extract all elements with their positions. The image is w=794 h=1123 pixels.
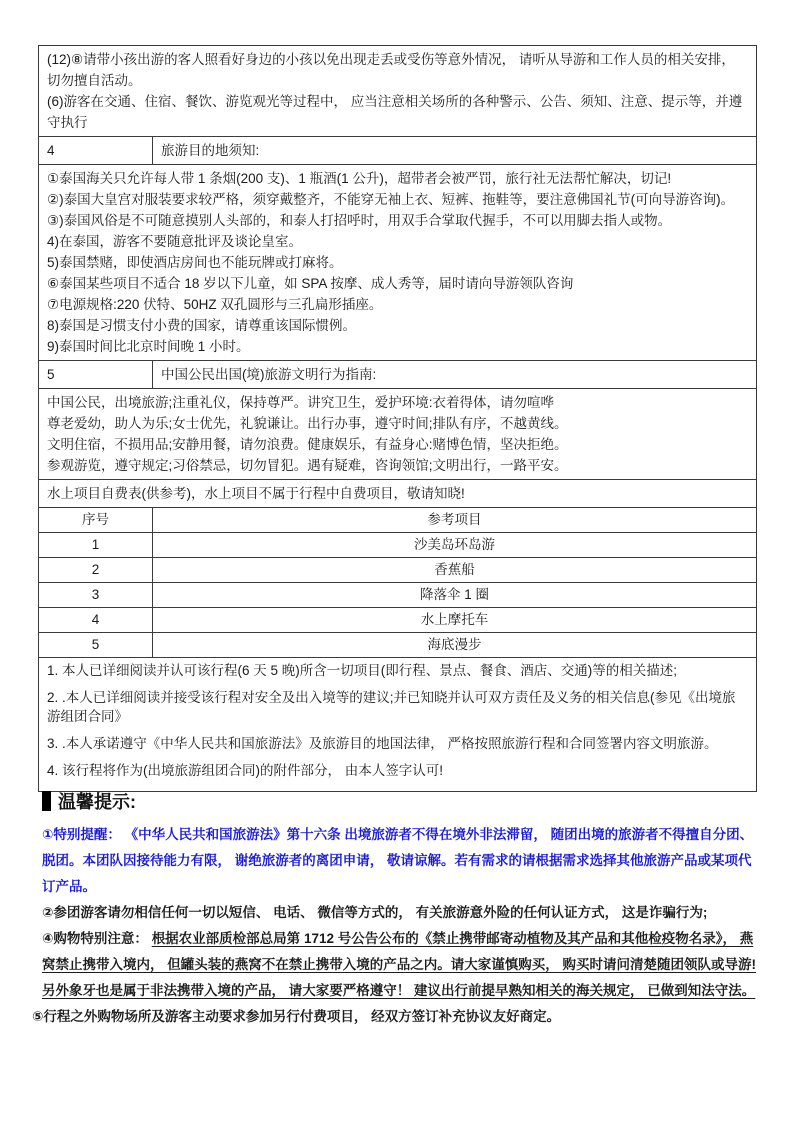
section5-header-row xyxy=(39,361,757,389)
destination-note: ③)泰国风俗是不可随意摸别人头部的，和泰人打招呼时，用双手合掌取代握手，不可以用脚去指人或物。 xyxy=(47,213,672,228)
destination-note: 9)泰国时间比北京时间晚 1 小时。 xyxy=(47,339,250,354)
note-children-supervision: (12)⑧请带小孩出游的客人照看好身边的小孩以免出现走丢或受伤等意外情况， 请听从导游和工作人员的相关安排，切勿擅自活动。 xyxy=(47,52,735,88)
tip-special-reminder: ①特别提醒： 《中华人民共和国旅游法》第十六条 出境旅游者不得在境外非法滞留， 随团出境的旅游者不得擅自分团、脱团。本团队因接待能力有限， 谢绝旅游者的离团申请， 敬请谅解。若有需求的请根据需求选择其他旅游产品或某项代订产品。 xyxy=(42,827,754,894)
water-row-item: 降落伞 1 圈 xyxy=(153,583,757,608)
tip-shopping-underlined: 根据农业部质检部总局第 1712 号公告公布的《禁止携带邮寄动植物及其产品和其他检疫物名录》， 燕窝禁止携带入境内， 但罐头装的燕窝不在禁止携带入境的产品之内。请大家谨慎购买， 购买时请问清楚随团领队或导游! 另外象牙也是属于非法携带入境的产品， 请大家要严格遵守！ 建议出行前提早熟知相关的海关规定， 已做到知法守法。 xyxy=(42,931,756,998)
destination-note: ②)泰国大皇宫对服装要求较严格，须穿戴整齐，不能穿无袖上衣、短裤、拖鞋等，要注意佛国礼节(可向导游咨询)。 xyxy=(47,192,735,207)
destination-note: ①泰国海关只允许每人带 1 条烟(200 支)、1 瓶酒(1 公升)，超带者会被严罚，旅行社无法帮忙解决，切记! xyxy=(47,171,672,186)
section4-title: 旅游目的地须知: xyxy=(153,137,757,165)
water-row-item: 沙美岛环岛游 xyxy=(153,533,757,558)
note-venue-warnings: (6)游客在交通、住宿、餐饮、游览观光等过程中， 应当注意相关场所的各种警示、公告、须知、注意、提示等，并遵守执行 xyxy=(47,94,743,130)
section4-header-row xyxy=(39,137,757,165)
acknowledgements-cell xyxy=(39,658,757,792)
water-row-item: 香蕉船 xyxy=(153,558,757,583)
water-row-index: 1 xyxy=(39,533,153,558)
acknowledgement-item: 4. 该行程将作为(出境旅游组团合同)的附件部分， 由本人签字认可! xyxy=(47,763,444,778)
water-table-row xyxy=(39,583,757,608)
acknowledgements-row xyxy=(39,658,757,792)
water-row-item: 水上摩托车 xyxy=(153,608,757,633)
section5-title: 中国公民出国(境)旅游文明行为指南: xyxy=(153,361,757,389)
tip-extra-paid-items: ⑤行程之外购物场所及游客主动要求参加另行付费项目， 经双方签订补充协议友好商定。 xyxy=(32,1009,561,1024)
acknowledgement-item: 3. .本人承诺遵守《中华人民共和国旅游法》及旅游目的地国法律， 严格按照旅游行程和合同签署内容文明旅游。 xyxy=(47,736,718,751)
water-row-index: 2 xyxy=(39,558,153,583)
civility-line: 尊老爱幼，助人为乐;女士优先，礼貌谦让。出行办事，遵守时间;排队有序，不越黄线。 xyxy=(47,416,568,431)
water-row-index: 4 xyxy=(39,608,153,633)
destination-note: ⑦电源规格:220 伏特、50HZ 双孔圆形与三孔扁形插座。 xyxy=(47,297,383,312)
civility-line: 文明住宿，不损用品;安静用餐，请勿浪费。健康娱乐，有益身心:赌博色情，坚决拒绝。 xyxy=(47,437,568,452)
acknowledgement-item: 2. .本人已详细阅读并接受该行程对安全及出入境等的建议;并已知晓并认可双方责任及义务的相关信息(参见《出境旅游组团合同》 xyxy=(47,690,736,724)
civility-line: 中国公民，出境旅游;注重礼仪，保持尊严。讲究卫生，爱护环境:衣着得体，请勿喧哗 xyxy=(47,395,555,410)
water-activities-note: 水上项目自费表(供参考)，水上项目不属于行程中自费项目，敬请知晓! xyxy=(39,480,757,508)
water-col-index-header: 序号 xyxy=(39,508,153,533)
water-table-row xyxy=(39,633,757,658)
acknowledgement-item: 1. 本人已详细阅读并认可该行程(6 天 5 晚)所含一切项目(即行程、景点、餐食、酒店、交通)等的相关描述; xyxy=(47,663,678,678)
destination-notes-row xyxy=(39,165,757,361)
warm-tips-heading xyxy=(42,788,756,814)
water-row-index: 3 xyxy=(39,583,153,608)
destination-note: ⑥泰国某些项目不适合 18 岁以下儿童，如 SPA 按摩、成人秀等，届时请向导游领队咨询 xyxy=(47,276,574,291)
water-row-index: 5 xyxy=(39,633,153,658)
heading-bar-icon xyxy=(42,791,51,811)
destination-note: 4)在泰国，游客不要随意批评及谈论皇室。 xyxy=(47,234,303,249)
water-table-header-row xyxy=(39,508,757,533)
water-table-row xyxy=(39,608,757,633)
warm-tips-title-text: 温馨提示: xyxy=(58,792,136,812)
civility-guide-cell xyxy=(39,389,757,480)
water-row-item: 海底漫步 xyxy=(153,633,757,658)
water-note-row xyxy=(39,480,757,508)
water-table-row xyxy=(39,558,757,583)
destination-note: 8)泰国是习惯支付小费的国家，请尊重该国际惯例。 xyxy=(47,318,357,333)
water-table-row xyxy=(39,533,757,558)
general-notes-cell xyxy=(39,46,757,137)
destination-note: 5)泰国禁赌，即使酒店房间也不能玩牌或打麻将。 xyxy=(47,255,343,270)
warm-tips-section xyxy=(32,788,756,1030)
destination-notes-cell xyxy=(39,165,757,361)
tip-fraud-warning: ②参团游客请勿相信任何一切以短信、 电话、 微信等方式的， 有关旅游意外险的任何认证方式， 这是诈骗行为; xyxy=(42,905,708,920)
section4-number: 4 xyxy=(39,137,153,165)
tip-shopping-warning xyxy=(42,926,756,1004)
itinerary-notes-table xyxy=(38,45,757,792)
civility-guide-row xyxy=(39,389,757,480)
water-col-item-header: 参考项目 xyxy=(153,508,757,533)
general-notes-row xyxy=(39,46,757,137)
section5-number: 5 xyxy=(39,361,153,389)
civility-line: 参观游览，遵守规定;习俗禁忌，切勿冒犯。遇有疑难，咨询领馆;文明出行，一路平安。 xyxy=(47,458,568,473)
tip-shopping-prefix: ④购物特别注意： xyxy=(42,931,152,946)
